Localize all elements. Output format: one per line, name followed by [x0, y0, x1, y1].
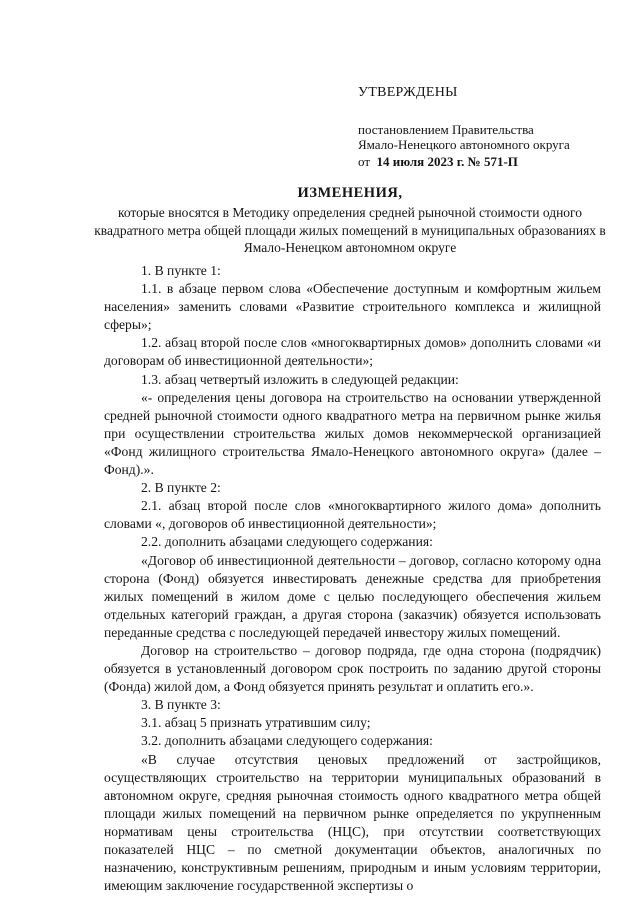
approval-line-1: постановлением Правительства — [358, 122, 534, 137]
document-heading — [90, 184, 610, 257]
paragraph: 2. В пункте 2: — [141, 480, 221, 496]
paragraph: «Договор об инвестиционной деятельности – договор, согласно которому одна сторона (Фонд) обязуется инвестировать денежные средства для приобретения жилых помещений в жилом доме с целью последующего обеспечения жильем отдельных категорий граждан, а другая сторона (заказчик) обязуется использовать переданные средства с последующей передачей инвестору жилых помещений. — [104, 552, 601, 640]
paragraph: 3. В пункте 3: — [141, 697, 221, 713]
paragraph: Договор на строительство – договор подряда, где одна сторона (подрядчик) обязуется в установленный договором срок построить по заданию другой стороны (Фонда) жилой дом, а Фонд обязуется принять результат и оплатить его.». — [104, 642, 601, 695]
approval-title: УТВЕРЖДЕНЫ — [358, 85, 458, 100]
paragraph: 1.3. абзац четвертый изложить в следующей редакции: — [141, 371, 459, 387]
document-body — [104, 262, 601, 895]
paragraph: 2.2. дополнить абзацами следующего содержания: — [141, 534, 433, 550]
approval-date-line — [358, 154, 618, 169]
approval-line-2: Ямало-Ненецкого автономного округа — [358, 137, 570, 152]
approval-date-prefix: от — [358, 154, 371, 169]
paragraph: 1.1. в абзаце первом слова «Обеспечение доступным и комфортным жильем населения» заменить словами «Развитие строительного комплекса и жилищной сферы»; — [104, 281, 601, 333]
paragraph: «В случае отсутствия ценовых предложений от застройщиков, осуществляющих строительство на территории муниципальных образований в автономном округе, средняя рыночная стоимость одного квадратного метра общей площади жилых помещений на первичном рынке определяется по укрупненным нормативам цены строительства (НЦС), при отсутствии соответствующих показателей НЦС – по сметной документации объектов, аналогичных по назначению, конструктивным решениям, природным и иным условиям территории, имеющим заключение государственной экспертизы о — [104, 751, 601, 894]
heading-subtitle: которые вносятся в Методику определения средней рыночной стоимости одного квадратного метра общей площади жилых помещений в муниципальных образованиях в Ямало-Ненецком автономном округе — [94, 205, 606, 255]
paragraph: «- определения цены договора на строительство на основании утвержденной средней рыночной стоимости одного квадратного метра на первичном рынке жилья при осуществлении строительства жилых домов некоммерческой организацией «Фонд жилищного строительства Ямало-Ненецкого автономного округа» (далее – Фонд).». — [104, 389, 601, 478]
paragraph: 1. В пункте 1: — [141, 263, 221, 278]
paragraph: 1.2. абзац второй после слов «многоквартирных домов» дополнить словами «и договорам об инвестиционной деятельности»; — [104, 335, 601, 369]
approval-date: 14 июля 2023 г. № 571-П — [376, 154, 518, 169]
paragraph: 3.2. дополнить абзацами следующего содержания: — [141, 733, 433, 749]
paragraph: 3.1. абзац 5 признать утратившим силу; — [141, 715, 371, 731]
approval-block — [358, 84, 618, 169]
paragraph: 2.1. абзац второй после слов «многоквартирного жилого дома» дополнить словами «, договоров об инвестиционной деятельности»; — [104, 498, 601, 532]
heading-title: ИЗМЕНЕНИЯ, — [297, 185, 403, 201]
